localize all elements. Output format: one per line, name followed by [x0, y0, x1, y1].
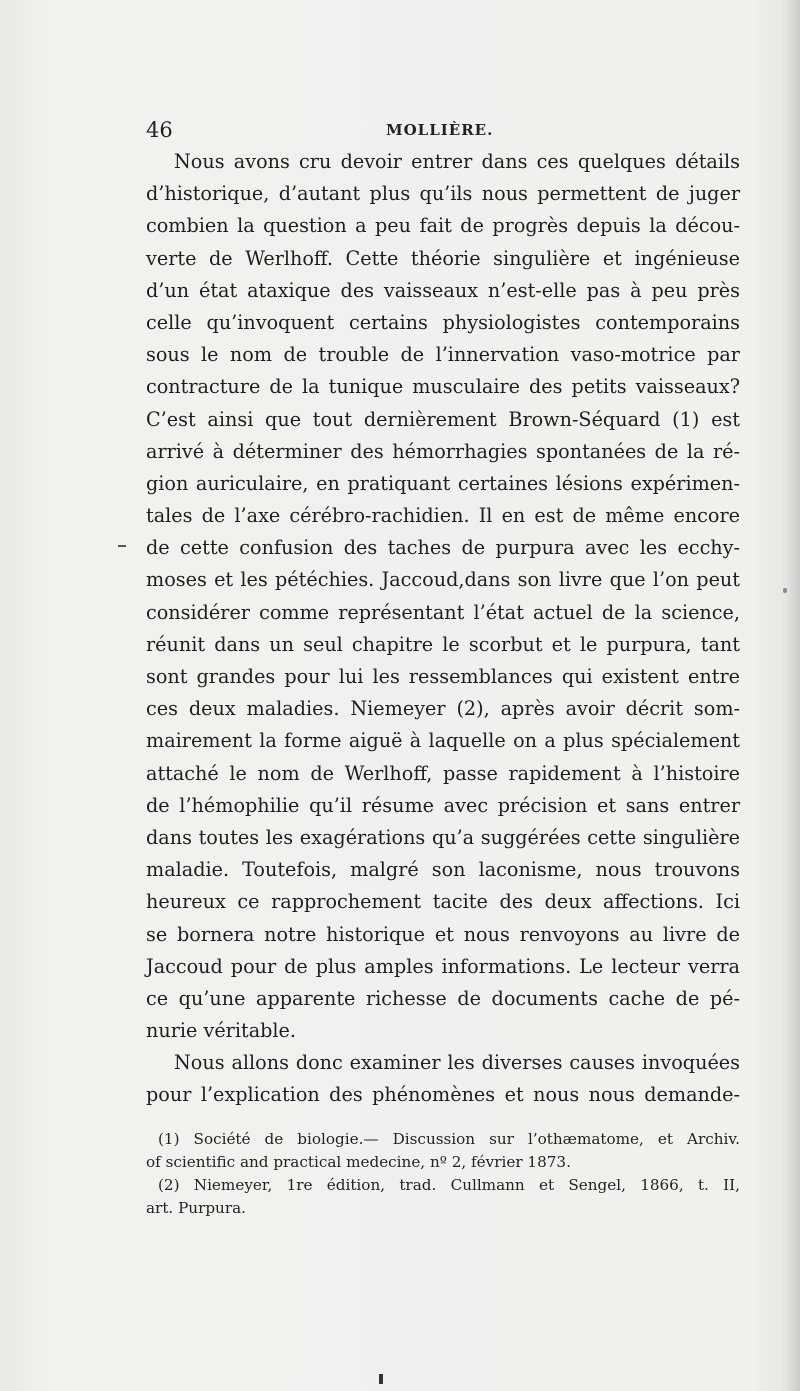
body-line: de l’hémophilie qu’il résume avec précision et sans entrer: [146, 793, 740, 817]
print-mark: [379, 1374, 383, 1384]
footnote-line: of scientific and practical medecine, nº 2, février 1873.: [146, 1153, 571, 1171]
body-line: heureux ce rapprochement tacite des deux affections. Ici: [146, 890, 740, 914]
margin-mark: [118, 545, 126, 547]
footnote-line: (2) Niemeyer, 1re édition, trad. Cullmann et Sengel, 1866, t. II,: [158, 1176, 740, 1194]
body-line: C’est ainsi que tout dernièrement Brown-Séquard (1) est: [146, 407, 740, 431]
body-line: Nous allons donc examiner les diverses causes invoquées: [174, 1051, 740, 1075]
body-line: nurie véritable.: [146, 1019, 297, 1043]
body-line: réunit dans un seul chapitre le scorbut et le purpura, tant: [146, 632, 740, 656]
body-line: d’historique, d’autant plus qu’ils nous permettent de juger: [146, 182, 740, 206]
body-line: celle qu’invoquent certains physiologistes contemporains: [146, 310, 740, 334]
body-line: moses et les pétéchies. Jaccoud,dans son livre que l’on peut: [146, 568, 740, 592]
body-line: Jaccoud pour de plus amples informations. Le lecteur verra: [146, 954, 740, 978]
body-line: contracture de la tunique musculaire des petits vaisseaux?: [146, 375, 740, 399]
running-head-author: MOLLIÈRE.: [386, 121, 494, 139]
footnote-line: art. Purpura.: [146, 1199, 246, 1217]
page-number: 46: [146, 118, 173, 142]
body-line: tales de l’axe cérébro-rachidien. Il en est de même encore: [146, 504, 740, 528]
body-line: de cette confusion des taches de purpura avec les ecchy-: [146, 536, 740, 560]
body-line: se bornera notre historique et nous renvoyons au livre de: [146, 922, 740, 946]
body-line: gion auriculaire, en pratiquant certaines lésions expérimen-: [146, 471, 740, 495]
body-line: considérer comme représentant l’état actuel de la science,: [146, 600, 740, 624]
body-line: combien la question a peu fait de progrès depuis la décou-: [146, 214, 740, 238]
body-line: Nous avons cru devoir entrer dans ces quelques détails: [174, 150, 740, 173]
body-line: maladie. Toutefois, malgré son laconisme, nous trouvons: [146, 858, 740, 882]
body-line: mairement la forme aiguë à laquelle on a plus spécialement: [146, 729, 740, 753]
body-line: attaché le nom de Werlhoff, passe rapidement à l’histoire: [146, 761, 740, 785]
body-line: dans toutes les exagérations qu’a suggérées cette singulière: [146, 825, 740, 849]
body-line: sont grandes pour lui les ressemblances qui existent entre: [146, 665, 740, 688]
body-line: verte de Werlhoff. Cette théorie singulière et ingénieuse: [146, 246, 740, 270]
body-line: arrivé à déterminer des hémorrhagies spontanées de la ré-: [146, 439, 740, 463]
footnotes: [146, 1128, 740, 1220]
body-text: [146, 146, 740, 1112]
paper-speck: [783, 588, 787, 593]
body-line: pour l’explication des phénomènes et nous nous demande-: [146, 1083, 740, 1107]
body-line: sous le nom de trouble de l’innervation vaso-motrice par: [146, 343, 740, 367]
footnote-line: (1) Société de biologie.— Discussion sur l’othæmatome, et Archiv.: [158, 1130, 740, 1148]
body-line: ce qu’une apparente richesse de documents cache de pé-: [146, 986, 740, 1010]
body-line: d’un état ataxique des vaisseaux n’est-elle pas à peu près: [146, 278, 740, 302]
body-line: ces deux maladies. Niemeyer (2), après avoir décrit som-: [146, 697, 740, 721]
running-head: [146, 118, 666, 146]
